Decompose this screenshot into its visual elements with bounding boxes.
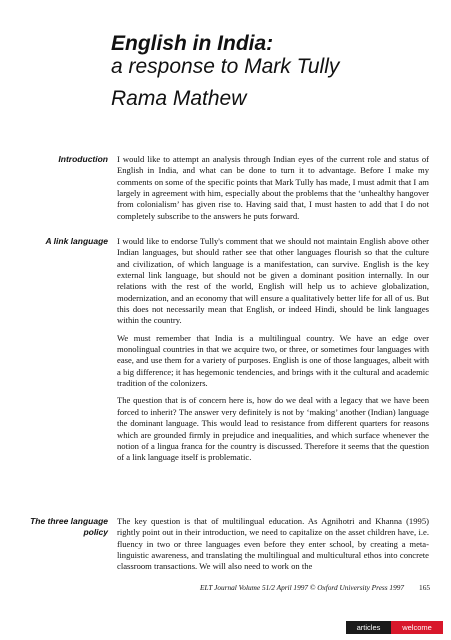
section-heading-link-language: A link language xyxy=(45,236,108,246)
section-three-language-policy xyxy=(117,516,429,573)
page-number: 165 xyxy=(419,583,430,592)
paragraph: The question that is of concern here is, how do we deal with a legacy that we have been forced to inherit? The answer very definitely is not by ‘making’ another (Indian) language the dominant language. This would lead to resistance from different quarters for reasons which are grounded firmly in prejudice and inequalities, and which surface whenever the notion of a lingua franca for the country is discussed. Therefore it seems that the question of a link language itself is problematic. xyxy=(117,395,429,463)
paragraph: I would like to attempt an analysis through Indian eyes of the current role and status of English in India, and what can be done to turn it to advantage. Before I make my comments on some of the specific points that Mark Tully has made, I must admit that I am largely in agreement with him, especially about the problems that the ‘unhealthy hangover from colonialism’ has given rise to. Having said that, I must hasten to add that I do not completely subscribe to the answers he puts forward. xyxy=(117,154,429,221)
article-subtitle: a response to Mark Tully xyxy=(111,55,340,78)
page-footer xyxy=(200,583,430,592)
welcome-tag[interactable]: welcome xyxy=(391,621,443,634)
journal-citation: ELT Journal Volume 51/2 April 1997 © Oxford University Press 1997 xyxy=(200,583,405,592)
author-name: Rama Mathew xyxy=(111,87,247,110)
article-title: English in India: xyxy=(111,32,274,55)
section-link-language xyxy=(117,236,429,464)
paragraph: We must remember that India is a multilingual country. We have an edge over monolingual countries in that we acquire two, or three, or sometimes four languages with ease, and use them for a variety of purposes. English is one of those languages, albeit with a big difference; it has hegemonic tendencies, and brings with it the cultural and academic tradition of the colonizers. xyxy=(117,332,429,389)
section-introduction xyxy=(117,154,429,222)
paragraph: I would like to endorse Tully's comment that we should not maintain English above other Indian languages, but should rather see that other languages flourish so that the culture and civilization, of which language is a manifestation, can survive. English is the key external link language, but should not be given a dominant position internally. In our relations with the rest of the world, English will help us to achieve globalization, modernization, and an economy that will ensure a qualitatively better life for all of us. But this does not necessarily mean that English, or indeed Hindi, should be link languages within the country. xyxy=(117,236,429,326)
section-heading-introduction: Introduction xyxy=(58,154,108,164)
title-block xyxy=(111,32,431,110)
section-heading-three-language-policy: The three language policy xyxy=(30,516,108,537)
paragraph: The key question is that of multilingual education. As Agnihotri and Khanna (1995) rightly point out in their introduction, we need to capitalize on the asset children have, i.e. fluency in two or three languages even before they enter school, by creating a meta-linguistic awareness, and translating the multilingual and multicultural ethos into concrete classroom transactions. We will also need to work on the xyxy=(117,516,429,572)
articles-tag[interactable]: articles xyxy=(346,621,391,634)
